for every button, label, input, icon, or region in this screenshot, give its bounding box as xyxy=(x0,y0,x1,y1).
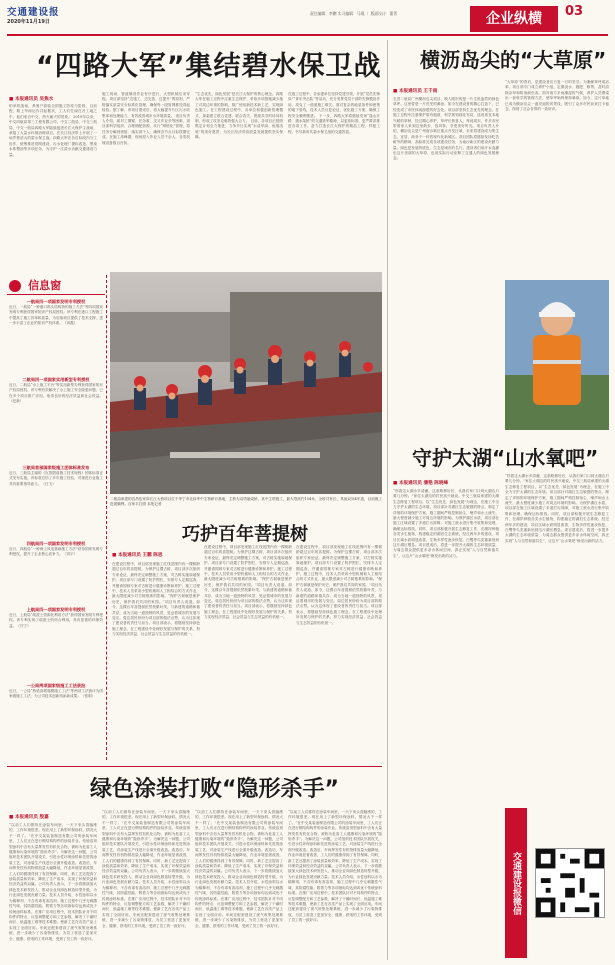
brief-title: 二航局四一项国家实用新型专利授权 xyxy=(22,377,90,382)
paper-name: 交通建设报 xyxy=(7,7,60,18)
brief-title: 上航局四一项国家发明专利授权 xyxy=(26,607,86,612)
bodhi-body-right: 在建设过程中，项目部发现施工红线范围内有一棵树龄超过百年的菩提树。为保护这棵古树，项目部多次组织专家论证，最终决定调整施工方案，对古树实施原地保护。项目部专门设置了防护围栏，安排专人定期巡查，并邀请园林专家对古树进行健康诊断和养护。施工过程中，技术人员采用小型机械和人工相结合的方式作业，最大限度减少对古树根系的影响。“保护古树就是保护历史，保护我们共同的家园。”项目负责人说道。如今，这棵百年菩提树依然枝繁叶茂，与新建的道路和谐共存，成为当地一道独特的风景，见证着城市的发展与变迁。周边居民纷纷为项目部的做法点赞，认为这体现了建设者的责任与担当。项目部表示，将继续坚持绿色施工理念，在工程建设中处理好发展与保护的关系，努力实现经济效益、社会效益与生态效益的有机统一。 xyxy=(296,545,382,625)
briefs-header xyxy=(7,277,105,295)
taihu-headline: 守护太湖“山水氧吧” xyxy=(412,446,599,470)
bodhi-body-mid: 在建设过程中，项目部发现施工红线范围内有一棵树龄超过百年的菩提树。为保护这棵古树，项目部多次组织专家论证，最终决定调整施工方案，对古树实施原地保护。项目部专门设置了防护围栏，安排专人定期巡查，并邀请园林专家对古树进行健康诊断和养护。施工过程中，技术人员采用小型机械和人工相结合的方式作业，最大限度减少对古树根系的影响。“保护古树就是保护历史，保护我们共同的家园。”项目负责人说道。如今，这棵百年菩提树依然枝繁叶茂，与新建的道路和谐共存，成为当地一道独特的风景，见证着城市的发展与变迁。周边居民纷纷为项目部的做法点赞，认为这体现了建设者的责任与担当。项目部表示，将继续坚持绿色施工理念，在工程建设中处理好发展与保护的关系，努力实现经济效益、社会效益与生态效益的有机统一。 xyxy=(204,545,292,620)
qr-code-icon[interactable] xyxy=(535,848,605,918)
paint-body-col2: “以前工人们都待在涂装车间里，一天下来头昏脑涨的，工作环境很差。现在用上了新型环保涂料，情况大不一样了。”在中交某装备制造有限公司的涂装车间里，工人们正在进行钢结构构件的涂装作业。传统溶剂型涂料中含有大量挥发性有机化合物，被称为危害工人健康和污染环境的“隐形杀手”。为解决这一问题，公司组织技术团队开展攻关，引进水性环保涂料和先进的涂装工艺，对涂装生产线进行全面升级改造。改造后，车间挥发性有机物排放量大幅降低，作业环境显著改善，工人们的健康得到了有效保障。同时，新工艺还提高了涂装质量和效率，降低了生产成本，实现了环保效益和经济效益的双赢。公司负责人表示，下一步将继续加大绿色技术研发投入，推动企业向绿色制造转型升级，为行业绿色发展贡献力量。技术人员介绍，水性涂料以水为稀释剂，不含有毒有害溶剂，施工过程中几乎无刺激性气味，其防腐性能、附着力等各项指标均达到或优于传统涂料标准。在推广应用过程中，技术团队针对不同构件的特点，反复调整配方和工艺参数，解决了干燥时间长、低温施工难等技术难题，使新工艺在各类产品上实现了全面应用。车间还配套建设了废气收集处理系统，进一步减少了污染物排放，为员工营造了更加安全、健康、舒适的工作环境，受到了员工的一致好评。 xyxy=(102,810,190,928)
brief-item xyxy=(9,299,103,367)
worker-portrait-image xyxy=(505,280,609,430)
bodhi-byline: ■ 本报通讯员 王鹏 陈思 xyxy=(112,552,163,558)
page-number: 03 xyxy=(565,4,584,19)
main-photo xyxy=(110,272,382,494)
brief-title: 一公局两项国家级施工工法获批 xyxy=(26,683,86,688)
brief-body: 近日，二航局“水上施工平台”等实用新型专利获得国家知识产权局授权。该专利有效解决了水上施工安全隐患问题，已在多个项目推广应用，取得良好的经济效益和社会效益。（纪新） xyxy=(9,383,103,404)
masthead-rule xyxy=(7,34,608,36)
qr-pattern xyxy=(536,849,604,917)
main-body-col4: 在施工过程中，各参建单位坚持党建引领，开展“党员先锋岗”“青年突击队”等活动，充分发挥党员干部的先锋模范作用，攻克了一道道施工难关。面对复杂的地质条件和密集的地下管线，技术人员反复论证，优化施工方案，确保工程安全顺利推进。 下一步，四路大军将继续发扬“逢山开路、遇水架桥”的交通铁军精神，以更高标准、更严要求推进各项工作，奋力打造长江大保护的精品工程、样板工程，书写新时代碧水保卫战的交通答卷。 xyxy=(288,92,380,134)
bodhi-headline: 巧护百年菩提树 xyxy=(182,524,308,545)
taihu-byline: ■ 本报通讯员 潘艳 陈晓峰 xyxy=(393,480,448,486)
construction-workers-image xyxy=(110,272,382,494)
taihu-body-left: “你看这太湖水多清澈，这条路修好后，从我们家门口到太湖边只要几分钟。”家住太湖边的村民高兴地说。中交三航局承建的太湖生态修复工程项目，以“生态优先、绿色发展”为理念，在施工中全力守护太湖的生态环境。项目部针对湖区生态敏感的特点，制定了详细的环境保护方案，施工期间严格控制扬尘、噪声和水土流失，最大程度减少施工对周边环境的影响。为保护湖区水质，项目部在施工区域设置了多道拦污屏障，对施工废水进行集中收集和处理，确保达标排放。同时，项目部积极开展生态修复工作，在湖岸种植各类水生植物，构建稳定的湖泊生态系统。经过两年多的建设，项目区域水质明显改善，生物多样性逐步恢复，白鹭等鸟类重新回到这片湖区栖息。项目建成后，将进一步提升太湖的生态环境质量，为周边群众提供更多亲水休闲空间，真正实现“人与自然和谐共生”，让这片“山水氧吧”焕发出新的活力。 xyxy=(393,489,499,558)
grassland-byline: ■ 本报通讯员 王千雨 xyxy=(393,88,437,94)
brief-title: 三航局首部国家级施工团体标准发布 xyxy=(22,465,90,470)
taihu-body-right: “你看这太湖水多清澈，这条路修好后，从我们家门口到太湖边只要几分钟。”家住太湖边的村民高兴地说。中交三航局承建的太湖生态修复工程项目，以“生态优先、绿色发展”为理念，在施工中全力守护太湖的生态环境。项目部针对湖区生态敏感的特点，制定了详细的环境保护方案，施工期间严格控制扬尘、噪声和水土流失，最大程度减少施工对周边环境的影响。为保护湖区水质，项目部在施工区域设置了多道拦污屏障，对施工废水进行集中收集和处理，确保达标排放。同时，项目部积极开展生态修复工作，在湖岸种植各类水生植物，构建稳定的湖泊生态系统。经过两年多的建设，项目区域水质明显改善，生物多样性逐步恢复，白鹭等鸟类重新回到这片湖区栖息。项目建成后，将进一步提升太湖的生态环境质量，为周边群众提供更多亲水休闲空间，真正实现“人与自然和谐共生”，让这片“山水氧吧”焕发出新的活力。 xyxy=(505,474,609,543)
main-body-col2: 施工现场，管道铺设作业有序进行，大型机械往来穿梭。项目部坚持“边施工、边完善、边提升”的原则，严格落实质量安全标准化管理，确保每一段管网都经得起检验。据了解，该项目建成后，将大幅提升片区污水收集率和处理能力，有效改善城市水环境质量。 项目负责人介绍，面对工期紧、任务重、交叉作业多等困难，项目部科学组织、合理调配资源，实行“网格化”管理，将任务分解到班组、落实到个人，确保各节点目标按期完成。在施工高峰期，现场投入作业人员千余人，各类机械设备数百台套。 xyxy=(102,92,190,145)
wechat-label-bar: 交通建设报微信 xyxy=(505,808,527,958)
photo-caption: 二航局承建的宜昌伍家岗长江大桥项目位于华宁市北纬华中生物研讨基地，主桥为双塔悬索桥，其中主塔施工，最大塔高约154米，全桥共有长，具备双向4车道，目前施工进展顺利。百家丰打照 本报记者 xyxy=(110,497,382,507)
bodhi-body-left: 在建设过程中，项目部发现施工红线范围内有一棵树龄超过百年的菩提树。为保护这棵古树，项目部多次组织专家论证，最终决定调整施工方案，对古树实施原地保护。项目部专门设置了防护围栏，安排专人定期巡查，并邀请园林专家对古树进行健康诊断和养护。施工过程中，技术人员采用小型机械和人工相结合的方式作业，最大限度减少对古树根系的影响。“保护古树就是保护历史，保护我们共同的家园。”项目负责人说道。如今，这棵百年菩提树依然枝繁叶茂，与新建的道路和谐共存，成为当地一道独特的风景，见证着城市的发展与变迁。周边居民纷纷为项目部的做法点赞，认为这体现了建设者的责任与担当。项目部表示，将继续坚持绿色施工理念，在工程建设中处理好发展与保护的关系，努力实现经济效益、社会效益与生态效益的有机统一。 xyxy=(112,562,200,637)
brief-body: 近日，一公局“桥梁高墩爬模施工工法”等两项工法被评为国家级施工工法，为公司技术创新再添新成果。（张明） xyxy=(9,689,103,699)
brief-body: 近日，一航局“一种港口码头结构物的施工方法”等四项国家发明专利获得国家知识产权局授权。该专利在港口工程施工中提高了施工效率和质量，为后续项目提供了技术支撑，进一步丰富了企业的知识产权体系。（刘磊） xyxy=(9,305,103,326)
brief-title: 一航局四一项国家发明专利授权 xyxy=(26,299,86,304)
info-icon xyxy=(9,280,21,292)
brief-item xyxy=(9,377,103,455)
issue-date: 2020年11月19日 xyxy=(7,19,50,25)
paint-headline: 绿色涂装打败“隐形杀手” xyxy=(90,777,339,802)
masthead xyxy=(0,0,615,38)
brief-title: 四航局四一项国家发明专利授权 xyxy=(26,541,86,546)
grassland-body-right: “大草原”的背后，是建设者们日复一日的坚守。为确保草坪成活率，项目部专门成立养护小组，定期浇水、施肥、修剪，及时清除杂草和防治病虫害。面对南方多雨潮湿的气候，养护人员摸索出一套科学的管理方法，使草坪始终保持翠绿。如今，这片草地已成为横沥岛尖一道亮丽的风景线，吸引了众多市民前来打卡留念，得到了社会各界的一致好评。 xyxy=(505,80,609,112)
brief-item xyxy=(9,607,103,675)
wechat-promo xyxy=(505,808,609,958)
brief-item xyxy=(9,541,103,599)
paint-byline: ■ 本报通讯员 殷嘉 xyxy=(9,814,49,820)
editor-line: 责任编辑：李鹏 实习编辑：马琨 ｜ 版面设计：董菁 xyxy=(310,11,398,16)
brief-body: 近日，上航局“疏浚土资源化利用方法”获得国家发明专利授权。该专利实现了疏浚土的综合利用，具有显著的环保效益。（吕宁） xyxy=(9,613,103,628)
grassland-photo xyxy=(505,280,609,430)
grassland-headline: 横沥岛尖的“大草原” xyxy=(420,48,607,72)
brief-body: 近日，三航局主编的《沉管隧道施工技术规程》团体标准正式发布实施。该标准总结了多年施工经验，对规范行业施工具有重要指导意义。（汪飞） xyxy=(9,471,103,486)
paint-body-col3: “以前工人们都待在涂装车间里，一天下来头昏脑涨的，工作环境很差。现在用上了新型环保涂料，情况大不一样了。”在中交某装备制造有限公司的涂装车间里，工人们正在进行钢结构构件的涂装作业。传统溶剂型涂料中含有大量挥发性有机化合物，被称为危害工人健康和污染环境的“隐形杀手”。为解决这一问题，公司组织技术团队开展攻关，引进水性环保涂料和先进的涂装工艺，对涂装生产线进行全面升级改造。改造后，车间挥发性有机物排放量大幅降低，作业环境显著改善，工人们的健康得到了有效保障。同时，新工艺还提高了涂装质量和效率，降低了生产成本，实现了环保效益和经济效益的双赢。公司负责人表示，下一步将继续加大绿色技术研发投入，推动企业向绿色制造转型升级，为行业绿色发展贡献力量。技术人员介绍，水性涂料以水为稀释剂，不含有毒有害溶剂，施工过程中几乎无刺激性气味，其防腐性能、附着力等各项指标均达到或优于传统涂料标准。在推广应用过程中，技术团队针对不同构件的特点，反复调整配方和工艺参数，解决了干燥时间长、低温施工难等技术难题，使新工艺在各类产品上实现了全面应用。车间还配套建设了废气收集处理系统，进一步减少了污染物排放，为员工营造了更加安全、健康、舒适的工作环境，受到了员工的一致好评。 xyxy=(195,810,283,928)
main-body-col3: “生态优先、绿色发展”是长江大保护的核心理念。四路大军在施工过程中注重生态保护，采取多项措施减少施工对周边环境的影响，推广使用新技术新工艺，实现绿色施工。在工程建设过程中，各单位积极创新管理模式，探索建立联合党建、联合攻关、资源共享的协同机制，形成了攻坚克难的强大合力。 目前，各项目正按照既定计划全力推进，力争早日实现“水清岸绿、鱼翔浅底”的美好愿景，为长江经济带高质量发展提供坚实保障。 xyxy=(195,92,283,140)
brief-item xyxy=(9,465,103,533)
paint-body-col1: “以前工人们都待在涂装车间里，一天下来头昏脑涨的，工作环境很差。现在用上了新型环保涂料，情况大不一样了。”在中交某装备制造有限公司的涂装车间里，工人们正在进行钢结构构件的涂装作业。传统溶剂型涂料中含有大量挥发性有机化合物，被称为危害工人健康和污染环境的“隐形杀手”。为解决这一问题，公司组织技术团队开展攻关，引进水性环保涂料和先进的涂装工艺，对涂装生产线进行全面升级改造。改造后，车间挥发性有机物排放量大幅降低，作业环境显著改善，工人们的健康得到了有效保障。同时，新工艺还提高了涂装质量和效率，降低了生产成本，实现了环保效益和经济效益的双赢。公司负责人表示，下一步将继续加大绿色技术研发投入，推动企业向绿色制造转型升级，为行业绿色发展贡献力量。技术人员介绍，水性涂料以水为稀释剂，不含有毒有害溶剂，施工过程中几乎无刺激性气味，其防腐性能、附着力等各项指标均达到或优于传统涂料标准。在推广应用过程中，技术团队针对不同构件的特点，反复调整配方和工艺参数，解决了干燥时间长、低温施工难等技术难题，使新工艺在各类产品上实现了全面应用。车间还配套建设了废气收集处理系统，进一步减少了污染物排放，为员工营造了更加安全、健康、舒适的工作环境，受到了员工的一致好评。 xyxy=(9,823,97,941)
grassland-body-left: 走进二航局广州横沥岛尖项目，映入眼帘的是一片生机盎然的绿色草坪。这里曾是一片荒芜的滩涂，如今在建设者的精心打造下，已经变成了市民休闲游憩的好去处。项目部坚持生态优先的理念，在施工过程中注重保护原有植被，科学规划绿化布局，选用适宜本地气候的草种，经过精心养护，草坪长势喜人。每到周末，许多市民带着家人来到这里散步、放风筝，享受美好时光。项目负责人介绍，横沥岛尖是广州南沙新区重点开发区域，未来将建设成为集生态、宜居、商务于一体的现代化新城区。项目团队将继续发扬吃苦耐劳的精神，高标准完成各项建设任务，为南沙新区的建设贡献力量。绿色是发展的底色，生态是城市的名片。建设者们用汗水浇灌出这片美丽的大草原，也用实际行动诠释了交通人的绿色发展理念。 xyxy=(393,97,499,161)
section-rule xyxy=(7,766,382,767)
section-label: 企业纵横 xyxy=(470,6,558,32)
main-headline: “四路大军”集结碧水保卫战 xyxy=(36,51,382,82)
paint-body-col4: “以前工人们都待在涂装车间里，一天下来头昏脑涨的，工作环境很差。现在用上了新型环保涂料，情况大不一样了。”在中交某装备制造有限公司的涂装车间里，工人们正在进行钢结构构件的涂装作业。传统溶剂型涂料中含有大量挥发性有机化合物，被称为危害工人健康和污染环境的“隐形杀手”。为解决这一问题，公司组织技术团队开展攻关，引进水性环保涂料和先进的涂装工艺，对涂装生产线进行全面升级改造。改造后，车间挥发性有机物排放量大幅降低，作业环境显著改善，工人们的健康得到了有效保障。同时，新工艺还提高了涂装质量和效率，降低了生产成本，实现了环保效益和经济效益的双赢。公司负责人表示，下一步将继续加大绿色技术研发投入，推动企业向绿色制造转型升级，为行业绿色发展贡献力量。技术人员介绍，水性涂料以水为稀释剂，不含有毒有害溶剂，施工过程中几乎无刺激性气味，其防腐性能、附着力等各项指标均达到或优于传统涂料标准。在推广应用过程中，技术团队针对不同构件的特点，反复调整配方和工艺参数，解决了干燥时间长、低温施工难等技术难题，使新工艺在各类产品上实现了全面应用。车间还配套建设了废气收集处理系统，进一步减少了污染物排放，为员工营造了更加安全、健康、舒适的工作环境，受到了员工的一致好评。 xyxy=(288,810,382,923)
main-body-col1: 柏举的战场，养殖户面临全国施工防疫与阶段，目前程，路上车间运作井起据状，工人们忙碌在各工地之中，他们来自中交，热火朝天的景象。 2019年以来，中交四航局第三工程有限公司、中交二航局、中交三航局、中交一航局四路大军陆续挺进长江大保护主战场，承接了大量水环境治理项目，在长江经济带上开展了一场声势浩大的碧水保卫战。四路大军在各自标段内分工协作，统筹推进管网建设、污水处理厂提标改造、黑臭水体整治等多项任务，为守护一江清水贡献交通建设力量。 xyxy=(9,104,97,157)
column-divider xyxy=(387,40,388,960)
briefs-title: 信息窗 xyxy=(28,279,62,292)
briefs-panel xyxy=(7,275,107,760)
brief-item xyxy=(9,683,103,751)
main-byline: ■ 本报通讯员 吴焦水 xyxy=(9,96,53,102)
brief-body: 近日，四航局“一种海上风电基础施工方法”获得国家发明专利授权，提升了企业核心竞争力。（刘宇） xyxy=(9,547,103,557)
